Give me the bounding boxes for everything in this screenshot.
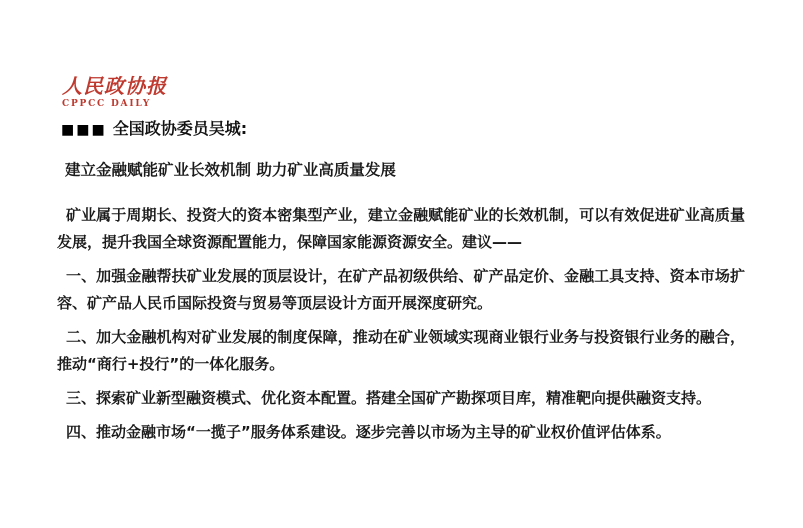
article-title: 建立金融赋能矿业长效机制 助力矿业高质量发展 <box>65 161 396 179</box>
masthead <box>57 76 745 109</box>
article-paragraph-point-4: 四、推动金融市场“一揽子”服务体系建设。逐步完善以市场为主导的矿业权价值评估体系。 <box>66 423 671 441</box>
byline-author-text: 全国政协委员吴城: <box>112 119 248 138</box>
byline-squares-icon: ■■■ <box>61 122 107 138</box>
logo-english-text: CPPCC DAILY <box>62 99 152 109</box>
logo-chinese-calligraphy: 人民政协报 <box>62 74 167 98</box>
article-paragraph-point-2: 二、加大金融机构对矿业发展的制度保障，推动在矿业领域实现商业银行业务与投资银行业务的融合，推动“商行+投行”的一体化服务。 <box>57 328 745 373</box>
article-paragraph-intro: 矿业属于周期长、投资大的资本密集型产业，建立金融赋能矿业的长效机制，可以有效促进矿业高质量发展，提升我国全球资源配置能力，保障国家能源资源安全。建议—— <box>57 206 745 251</box>
byline <box>61 117 745 142</box>
article-paragraph-point-1: 一、加强金融帮扶矿业发展的顶层设计，在矿产品初级供给、矿产品定价、金融工具支持、资本市场扩容、矿产品人民币国际投资与贸易等顶层设计方面开展深度研究。 <box>57 267 745 312</box>
cppcc-daily-logo <box>62 76 745 109</box>
article-paragraph-point-3: 三、探索矿业新型融资模式、优化资本配置。搭建全国矿产勘探项目库，精准靶向提供融资支持。 <box>66 389 712 407</box>
